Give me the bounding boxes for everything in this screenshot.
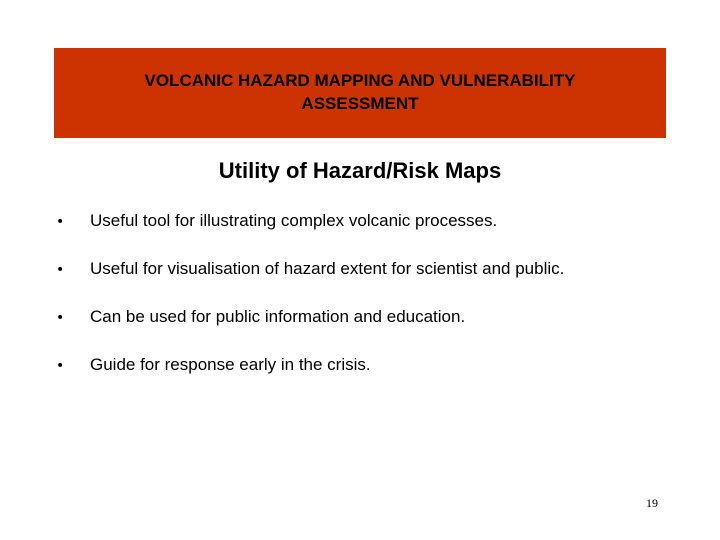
bullet-item xyxy=(0,305,720,331)
slide-title: Utility of Hazard/Risk Maps xyxy=(218,158,502,183)
header-title-line-1: VOLCANIC HAZARD MAPPING AND VULNERABILITY xyxy=(144,71,576,90)
bullet-text: Useful for visualisation of hazard extent for scientist and public. xyxy=(90,259,565,278)
header-title-line-2: ASSESSMENT xyxy=(301,94,419,113)
bullet-item xyxy=(0,353,720,379)
bullet-text: Useful tool for illustrating complex volcanic processes. xyxy=(90,211,498,230)
bullet-icon: • xyxy=(56,262,65,278)
bullet-item xyxy=(0,209,720,235)
bullet-icon: • xyxy=(56,214,65,230)
bullet-item xyxy=(0,257,720,283)
header-title xyxy=(54,69,666,115)
bullet-text: Guide for response early in the crisis. xyxy=(90,355,371,374)
header-banner xyxy=(54,48,666,138)
bullet-icon: • xyxy=(56,358,65,374)
bullet-icon: • xyxy=(56,310,65,326)
page-number: 19 xyxy=(646,496,658,510)
bullet-text: Can be used for public information and education. xyxy=(90,307,466,326)
